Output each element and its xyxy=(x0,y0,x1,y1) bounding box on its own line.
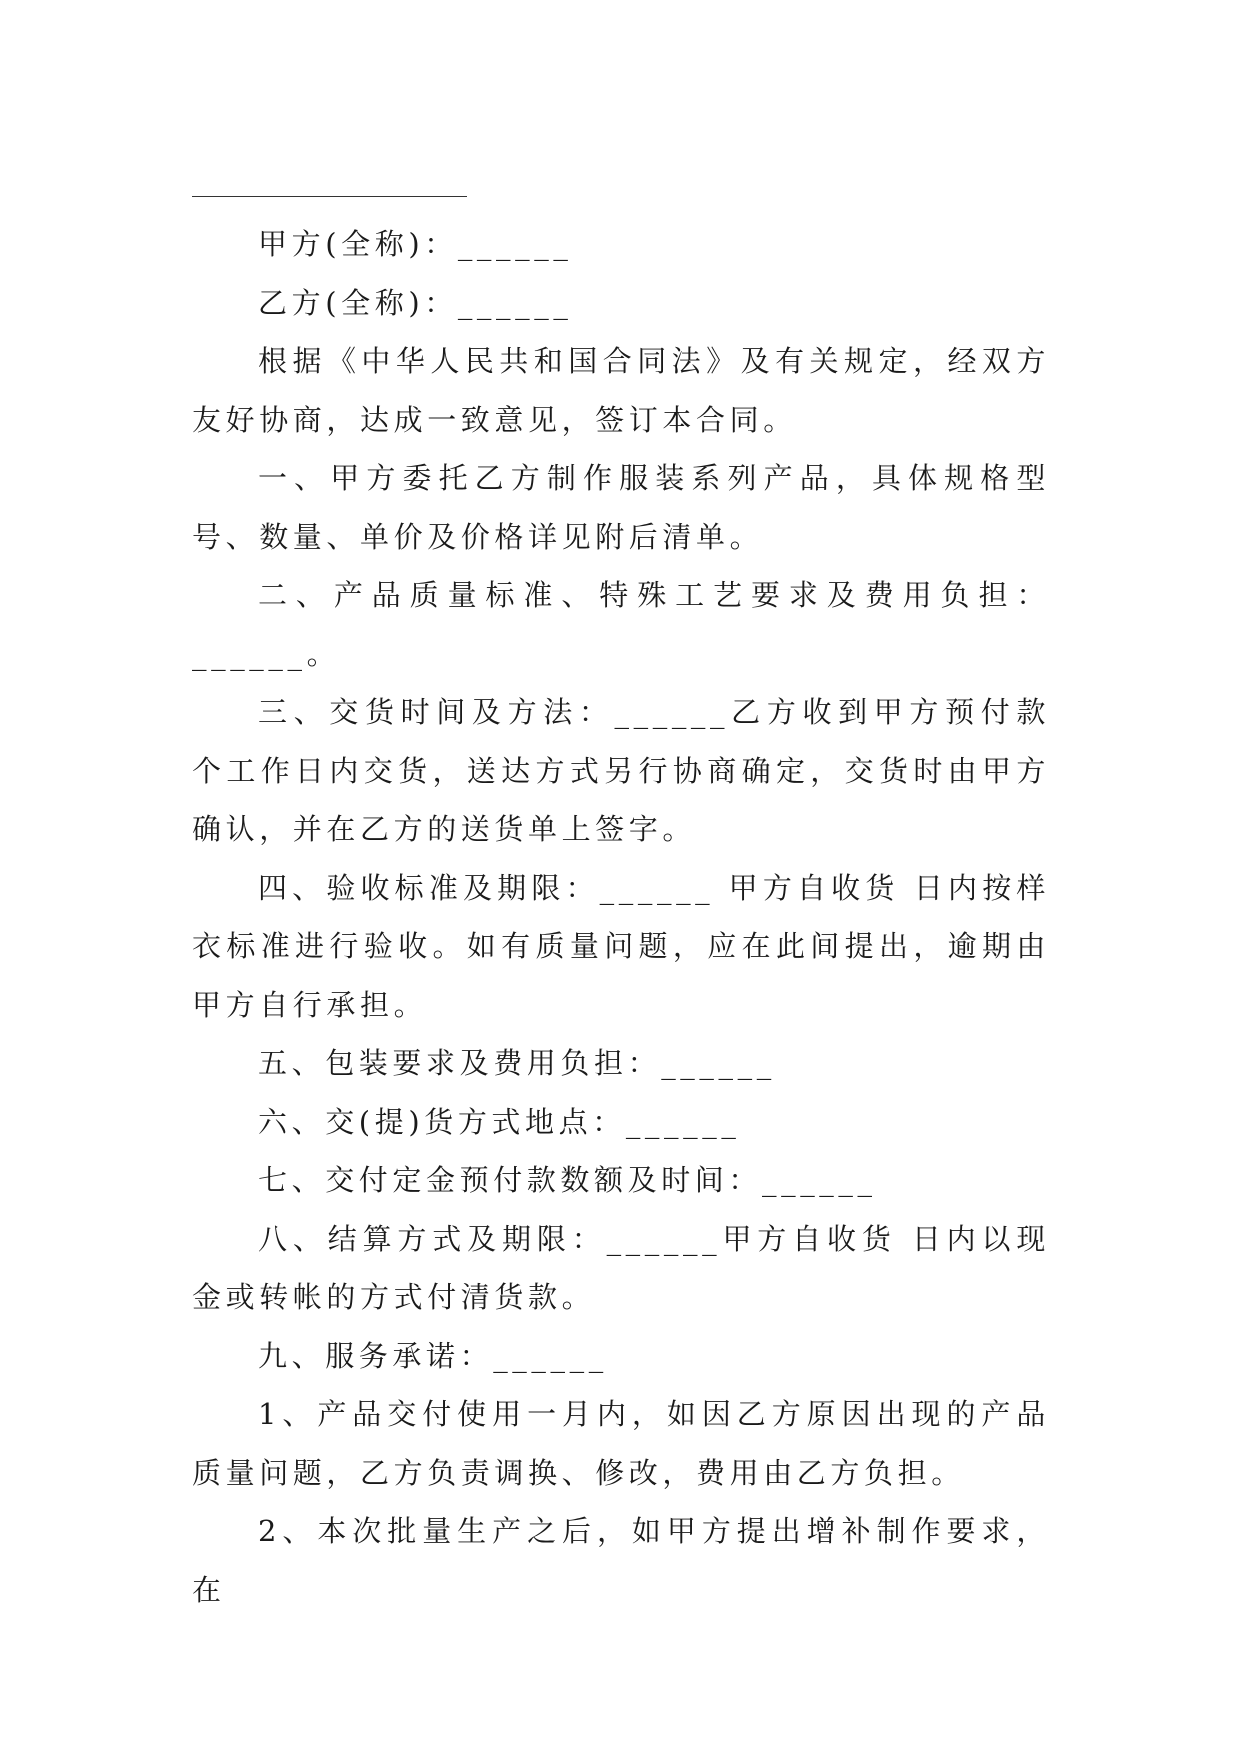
party-b-line: 乙方(全称)：______ xyxy=(258,285,573,320)
clause-5: 五、包装要求及费用负担：______ xyxy=(258,1046,776,1080)
clause-9: 九、服务承诺：______ xyxy=(258,1338,608,1373)
clause-7: 七、交付定金预付款数额及时间：______ xyxy=(258,1163,877,1197)
clause-3: 三、交货时间及方法：______乙方收到甲方预付款 个工作日内交货，送达方式另行协商确定，交货时由甲方确认，并在乙方的送货单上签字。 xyxy=(192,695,1050,846)
contract-body xyxy=(192,215,1050,1619)
party-a-line: 甲方(全称)：______ xyxy=(258,227,573,261)
clause-4: 四、验收标准及期限：______ 甲方自收货 日内按样衣标准进行验收。如有质量问题，应在此间提出，逾期由甲方自行承担。 xyxy=(192,870,1050,1022)
preamble-paragraph: 根据《中华人民共和国合同法》及有关规定，经双方友好协商，达成一致意见，签订本合同。 xyxy=(192,344,1050,437)
top-blank-line xyxy=(192,196,467,197)
service-item-1: 1、产品交付使用一月内，如因乙方原因出现的产品质量问题，乙方负责调换、修改，费用由乙方负担。 xyxy=(192,1397,1050,1490)
service-item-2: 2、本次批量生产之后，如甲方提出增补制作要求，在 xyxy=(192,1514,1050,1607)
clause-6: 六、交(提)货方式地点：______ xyxy=(258,1104,741,1139)
clause-2: 二、产品质量标准、特殊工艺要求及费用负担：______。 xyxy=(192,578,1050,671)
clause-1: 一、甲方委托乙方制作服装系列产品，具体规格型号、数量、单价及价格详见附后清单。 xyxy=(192,461,1050,554)
clause-8: 八、结算方式及期限：______甲方自收货 日内以现金或转帐的方式付清货款。 xyxy=(192,1221,1050,1314)
